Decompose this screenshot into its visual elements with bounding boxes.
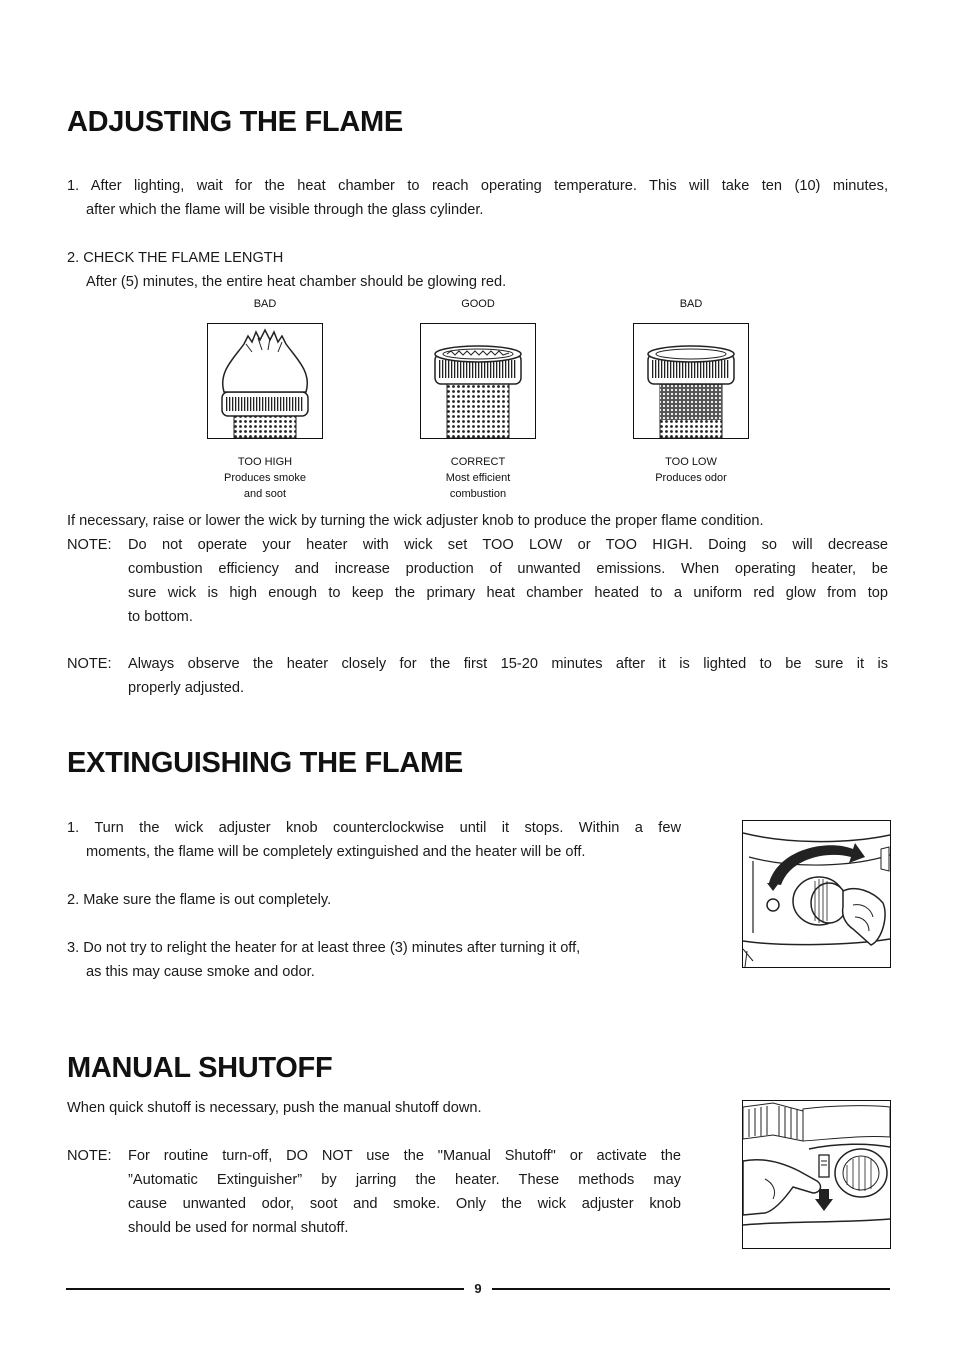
figure-label-bad-low: BAD bbox=[679, 298, 703, 310]
manual-note-line: should be used for normal shutoff. bbox=[128, 1220, 349, 1236]
note1-line: to bottom. bbox=[128, 609, 193, 625]
flame-too-low-illustration bbox=[633, 323, 749, 439]
caption-line: Produces smoke bbox=[224, 472, 306, 484]
manual-shutoff-illustration bbox=[742, 1100, 891, 1249]
note1-line: combustion efficiency and increase production of unwanted emissions. When operating heater, be bbox=[128, 561, 888, 577]
extinguish-step3-line1: 3. Do not try to relight the heater for at least three (3) minutes after turning it off, bbox=[67, 940, 581, 956]
note1-line: Do not operate your heater with wick set TOO LOW or TOO HIGH. Doing so will decrease bbox=[128, 537, 888, 553]
page-number: 9 bbox=[474, 1281, 482, 1296]
extinguish-step1-line1: 1. Turn the wick adjuster knob counterclockwise until it stops. Within a few bbox=[67, 820, 681, 836]
manual-note-line: ”Automatic Extinguisher” by jarring the heater. These methods may bbox=[128, 1172, 681, 1188]
section-title-manual-shutoff: MANUAL SHUTOFF bbox=[67, 1052, 333, 1084]
flame-too-high-illustration bbox=[207, 323, 323, 439]
caption-line: TOO LOW bbox=[665, 456, 717, 468]
section-title-adjusting: ADJUSTING THE FLAME bbox=[67, 106, 403, 138]
extinguish-step3-line2: as this may cause smoke and odor. bbox=[86, 964, 315, 980]
footer-rule-right bbox=[492, 1288, 890, 1290]
adjusting-step2-heading: 2. CHECK THE FLAME LENGTH bbox=[67, 250, 284, 266]
caption-line: Produces odor bbox=[655, 472, 727, 484]
caption-line: and soot bbox=[243, 488, 287, 500]
manual-note-line: cause unwanted odor, soot and smoke. Only the wick adjuster knob bbox=[128, 1196, 681, 1212]
caption-line: TOO HIGH bbox=[237, 456, 293, 468]
caption-line: Most efficient bbox=[445, 472, 511, 484]
note1-line: sure wick is high enough to keep the primary heat chamber heated to a uniform red glow from top bbox=[128, 585, 888, 601]
flame-correct-illustration bbox=[420, 323, 536, 439]
adjust-wick-text: If necessary, raise or lower the wick by turning the wick adjuster knob to produce the proper flame condition. bbox=[67, 513, 764, 529]
note2-line: Always observe the heater closely for the first 15-20 minutes after it is lighted to be sure it is bbox=[128, 656, 888, 672]
wick-knob-illustration bbox=[742, 820, 891, 968]
figure-caption-too-high bbox=[197, 454, 333, 502]
footer-rule-left bbox=[66, 1288, 464, 1290]
note-label: NOTE: bbox=[67, 1148, 112, 1164]
manual-note-line: For routine turn-off, DO NOT use the "Manual Shutoff" or activate the bbox=[128, 1148, 681, 1164]
note-label: NOTE: bbox=[67, 656, 112, 672]
note-label: NOTE: bbox=[67, 537, 112, 553]
adjusting-step1-line1: 1. After lighting, wait for the heat chamber to reach operating temperature. This will take ten (10) minutes, bbox=[67, 178, 888, 194]
manual-intro: When quick shutoff is necessary, push the manual shutoff down. bbox=[67, 1100, 482, 1116]
figure-label-good: GOOD bbox=[461, 298, 495, 310]
note2-line: properly adjusted. bbox=[128, 680, 245, 696]
extinguish-step2: 2. Make sure the flame is out completely. bbox=[67, 892, 332, 908]
extinguish-step1-line2: moments, the flame will be completely extinguished and the heater will be off. bbox=[86, 844, 586, 860]
adjusting-step2-text: After (5) minutes, the entire heat chamber should be glowing red. bbox=[86, 274, 507, 290]
section-title-extinguishing: EXTINGUISHING THE FLAME bbox=[67, 747, 463, 779]
figure-label-bad-high: BAD bbox=[253, 298, 277, 310]
adjusting-step1-line2: after which the flame will be visible through the glass cylinder. bbox=[86, 202, 484, 218]
caption-line: combustion bbox=[449, 488, 507, 500]
figure-caption-too-low bbox=[623, 454, 759, 486]
caption-line: CORRECT bbox=[450, 456, 506, 468]
figure-caption-correct bbox=[410, 454, 546, 502]
